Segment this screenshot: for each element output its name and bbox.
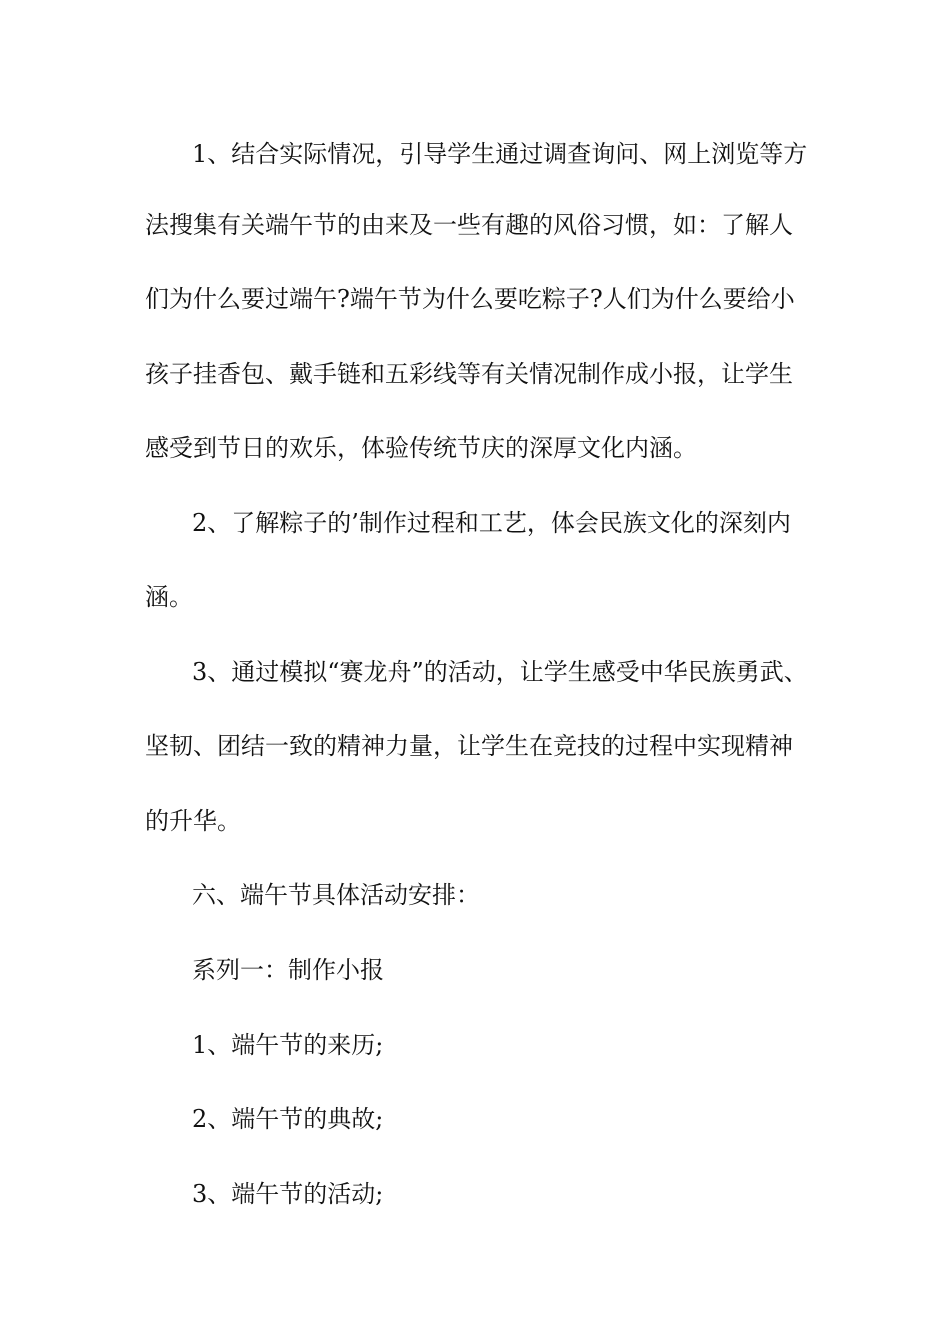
paragraph-1-line-4: 孩子挂香包、戴手链和五彩线等有关情况制作成小报，让学生 <box>145 360 793 388</box>
section-heading: 六、端午节具体活动安排： <box>192 881 480 909</box>
paragraph-3-line-2: 坚韧、团结一致的精神力量，让学生在竞技的过程中实现精神 <box>145 732 793 760</box>
paragraph-2-line-2: 涵。 <box>145 583 193 611</box>
paragraph-1-line-5: 感受到节日的欢乐，体验传统节庆的深厚文化内涵。 <box>145 434 697 462</box>
paragraph-2-line-1: 2、了解粽子的’制作过程和工艺，体会民族文化的深刻内 <box>192 509 791 537</box>
paragraph-3-line-3: 的升华。 <box>145 807 241 835</box>
series-heading: 系列一：制作小报 <box>192 956 384 984</box>
paragraph-1-line-2: 法搜集有关端午节的由来及一些有趣的风俗习惯，如：了解人 <box>145 211 793 239</box>
list-item: 2、端午节的典故; <box>192 1105 384 1133</box>
paragraph-1-line-1: 1、结合实际情况，引导学生通过调查询问、网上浏览等方 <box>192 140 808 168</box>
paragraph-3-line-1: 3、通过模拟“赛龙舟”的活动，让学生感受中华民族勇武、 <box>192 658 808 686</box>
paragraph-1-line-3: 们为什么要过端午?端午节为什么要吃粽子?人们为什么要给小 <box>145 285 795 313</box>
list-item: 1、端午节的来历; <box>192 1031 384 1059</box>
list-item: 3、端午节的活动; <box>192 1180 384 1208</box>
